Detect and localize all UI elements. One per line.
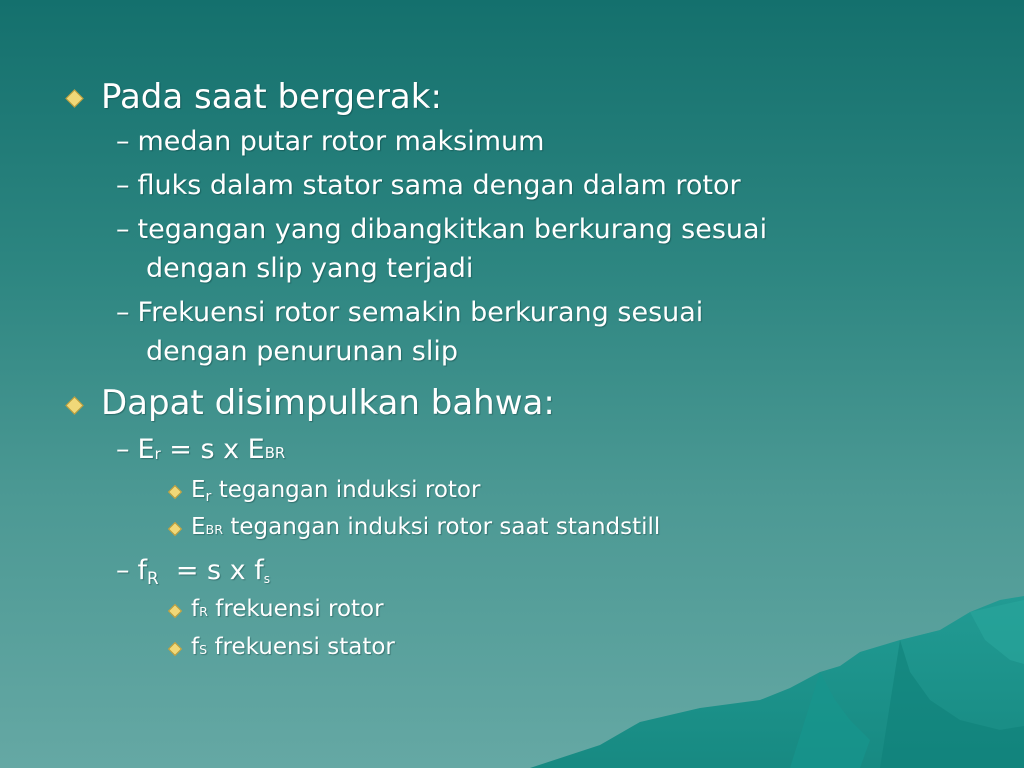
sub-bullet-text: medan putar rotor maksimum bbox=[137, 126, 545, 157]
symbol-e: E bbox=[191, 514, 206, 540]
subscript-r: R bbox=[147, 568, 159, 589]
symbol-f: f bbox=[191, 596, 200, 622]
dash-marker: – bbox=[116, 555, 130, 586]
subscript-r: R bbox=[199, 604, 208, 619]
equation-body: = s x f bbox=[158, 555, 264, 586]
subscript-br: BR bbox=[205, 522, 224, 537]
equation-fr bbox=[116, 555, 271, 589]
definition-er bbox=[191, 477, 481, 506]
bullet-heading: Dapat disimpulkan bahwa: bbox=[101, 383, 555, 423]
definition-text: frekuensi stator bbox=[207, 634, 395, 660]
definition-text: tegangan induksi rotor bbox=[211, 477, 481, 503]
dash-marker: – bbox=[116, 170, 130, 201]
symbol-e: E bbox=[137, 434, 155, 465]
definition-text: frekuensi rotor bbox=[207, 596, 384, 622]
dash-marker: – bbox=[116, 297, 130, 328]
sub-bullet-text: Frekuensi rotor semakin berkurang sesuai bbox=[137, 297, 704, 328]
subscript-s: s bbox=[263, 571, 271, 586]
equation-body: = s x E bbox=[160, 434, 265, 465]
dash-marker: – bbox=[116, 126, 130, 157]
definition-fs bbox=[191, 636, 395, 659]
symbol-f: f bbox=[137, 555, 148, 586]
definition-ebr bbox=[191, 516, 660, 539]
subscript-br: BR bbox=[264, 444, 286, 462]
sub-bullet bbox=[116, 172, 741, 199]
bullet-heading: Pada saat bergerak: bbox=[101, 77, 442, 117]
sub-bullet-continuation: dengan penurunan slip bbox=[146, 336, 458, 367]
subscript-s: S bbox=[199, 642, 208, 657]
sub-bullet bbox=[116, 216, 767, 243]
symbol-f: f bbox=[191, 634, 200, 660]
sub-bullet bbox=[116, 299, 703, 326]
dash-marker: – bbox=[116, 434, 130, 465]
symbol-e: E bbox=[191, 477, 206, 503]
dash-marker: – bbox=[116, 214, 130, 245]
sub-bullet-text: fluks dalam stator sama dengan dalam rotor bbox=[137, 170, 741, 201]
sub-bullet bbox=[116, 128, 544, 155]
definition-text: tegangan induksi rotor saat standstill bbox=[223, 514, 661, 540]
subscript-r: r bbox=[154, 444, 161, 463]
subscript-r: r bbox=[205, 489, 212, 506]
sub-bullet-continuation: dengan slip yang terjadi bbox=[146, 253, 474, 284]
definition-fr bbox=[191, 598, 384, 621]
equation-er bbox=[116, 436, 285, 463]
sub-bullet-text: tegangan yang dibangkitkan berkurang sesuai bbox=[137, 214, 768, 245]
